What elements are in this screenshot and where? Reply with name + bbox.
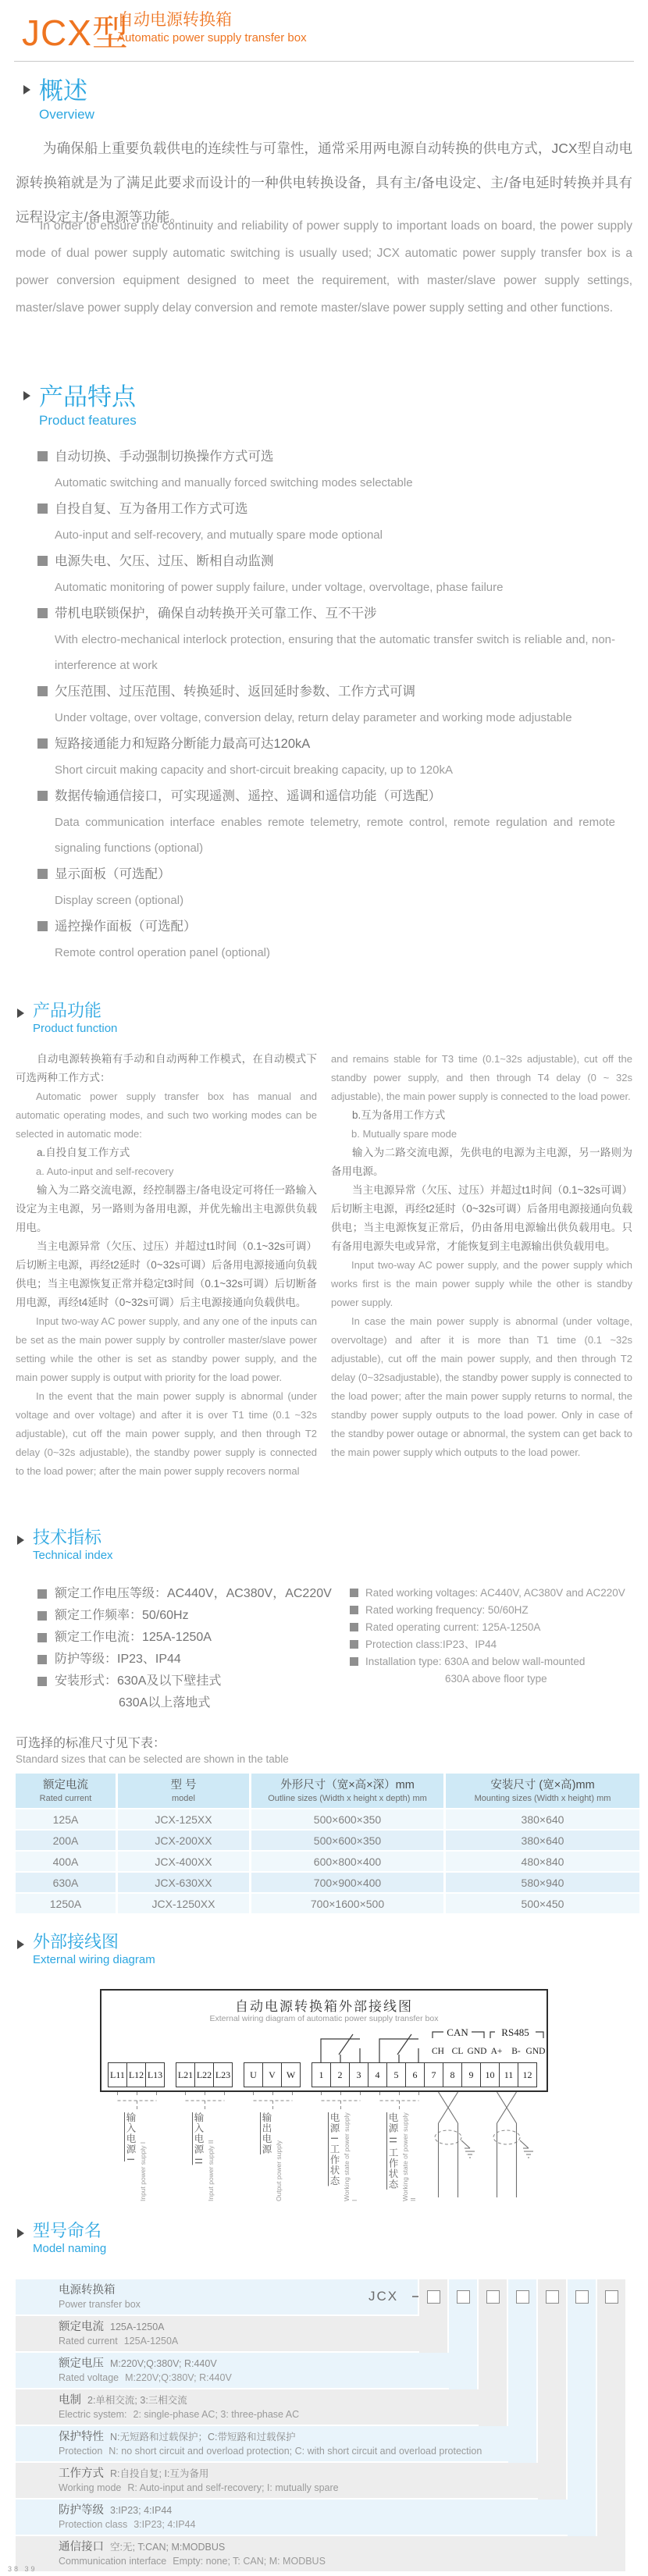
feature-en: Under voltage, over voltage, conversion delay, return delay parameter and working mode adjustable [55, 711, 572, 724]
naming-row: 防护等级 3:IP23; 4:IP44 Protection class 3:IP23; 4:IP44 [16, 2500, 596, 2535]
pin-label-gnd: GND [467, 2047, 487, 2056]
tech-list-zh [37, 1583, 334, 1714]
page-numbers: 38 39 [8, 2565, 37, 2573]
table-header-row [16, 1774, 639, 1808]
product-title-zh: 自动电源转换箱 [117, 11, 232, 29]
section-naming-heading [17, 2222, 106, 2255]
tech-heading-zh: 技术指标 [33, 1528, 102, 1547]
section-function-heading [17, 1002, 117, 1035]
pin-label-gnd2: GND [525, 2047, 546, 2056]
bullet-square-icon [37, 608, 48, 618]
feature-item [37, 548, 632, 600]
header-divider [14, 61, 634, 62]
feature-en: Auto-input and self-recovery, and mutually spare mode optional [55, 528, 383, 542]
triangle-bullet-icon [17, 2229, 24, 2238]
group-label-en: Working state of power supply II [401, 2112, 417, 2201]
pin-label-cl: CL [451, 2047, 464, 2056]
function-paragraph: 当主电源异常（欠压、过压）并超过t1时间（0.1~32s可调）后切断主电源，再经t2延时（0~32s可调）后备用电源接通向负载供电；当主电源恢复正常并稳定t3时间（0.1~32s可调）后切断备用电源，再经t4延时（0~32s可调）后主电源接通向负载供电。 [16, 1240, 317, 1308]
wiring-diagram [100, 1989, 548, 2201]
terminal: L13 [145, 2062, 165, 2087]
feature-zh: 电源失电、欠压、过压、断相自动监测 [55, 554, 274, 568]
overview-paragraph-zh: 为确保船上重要负载供电的连续性与可靠性，通常采用两电源自动转换的供电方式，JCX型自动电源转换箱就是为了满足此要求而设计的一种供电转换设备，具有主/备电设定、主/备电延时转换并具有远程设定主/备电源等功能。 [16, 141, 632, 225]
feature-zh: 欠压范围、过压范围、转换延时、返回延时参数、工作方式可调 [55, 685, 415, 699]
naming-code-box [457, 2290, 470, 2304]
feature-en: Data communication interface enables remote telemetry, remote control, remote regulation and remote signaling functions (optional) [55, 816, 615, 855]
function-paragraph: b. Mutually spare mode [351, 1128, 458, 1140]
group-label-zh: 输入电源 II [193, 2112, 204, 2165]
terminal: 4 [368, 2062, 387, 2087]
tech-item: 额定工作电压等级：AC440V，AC380V，AC220V [37, 1583, 334, 1605]
naming-dash [412, 2296, 418, 2297]
naming-code-box [516, 2290, 529, 2304]
terminal: L22 [194, 2062, 214, 2087]
group-label-zh: 电源 I 工作状态 [329, 2112, 340, 2186]
function-paragraph: 自动电源转换箱有手动和自动两种工作模式，在自动模式下可选两种工作方式： [16, 1053, 317, 1083]
feature-en: Short circuit making capacity and short-circuit breaking capacity, up to 120kA [55, 763, 453, 777]
terminal: 11 [499, 2062, 518, 2087]
triangle-bullet-icon [17, 1535, 24, 1545]
triangle-bullet-icon [17, 1009, 24, 1018]
feature-zh: 自动切换、手动强制切换操作方式可选 [55, 450, 274, 464]
terminal: 10 [480, 2062, 500, 2087]
feature-item [37, 913, 632, 966]
function-paragraph: In case the main power supply is abnormal (under voltage, overvoltage) and after it is more than T1 time (0.1 ~32s adjustable), cut off the main power supply, and then through T2 delay (0~32sadjustable), the standby power supply is connected to the load power; after the main power supply returns to normal, the standby power supply outputs to the load power. Only in case of the standby power outage or abnormal, the system can get back to the main power supply which outputs to the load power. [331, 1315, 632, 1458]
naming-heading-en: Model naming [33, 2242, 107, 2256]
group-label-zh: 输入电源 I [125, 2112, 136, 2161]
table-row: 630A JCX-630XX 700×900×400 580×940 [16, 1873, 639, 1892]
overview-paragraph-en: In order to ensure the continuity and reliability of power supply to important loads on board, the power supply mode of dual power supply automatic switching is usually used; JCX automatic power supply transfer box is a power conversion equipment designed to meet the requirement, with master/slave power supply settings, master/slave power supply delay conversion and remote master/slave power supply setting and other functions. [16, 219, 632, 315]
bullet-square-icon [37, 1677, 47, 1686]
function-paragraph: In the event that the main power supply is abnormal (under voltage and over voltage) and after it is over T1 time (0.1 ~32s adjustable), cut off the main power supply, and then through T2 delay (0~32s adjustable), the standby power supply is connected to the load power; after the main power supply recovers normal [16, 1390, 317, 1477]
rs485-bus-label: RS485 [501, 2026, 529, 2038]
function-paragraph: and remains stable for T3 time (0.1~32s adjustable), cut off the standby power supply, and then through T4 delay (0 ~ 32s adjustable), the main power supply is connected to the load power. [331, 1053, 632, 1102]
features-heading-zh: 产品特点 [39, 383, 136, 411]
tech-item: Rated working frequency: 50/60HZ [350, 1602, 639, 1619]
function-paragraph: 输入为二路交流电源，经控制器主/备电设定可将任一路输入设定为主电源，另一路则为备用电源，并优先输出主电源供负载用电。 [16, 1184, 317, 1233]
col-header-outline-sizes: 外形尺寸（宽×高×深）mm Outline sizes (Width x height x depth) mm [251, 1774, 443, 1808]
function-paragraph: Automatic power supply transfer box has manual and automatic operating modes, and such two working modes can be selected in automatic mode: [16, 1091, 317, 1140]
terminal-group-output [244, 2062, 300, 2087]
col-header-model: 型 号 model [118, 1774, 249, 1808]
function-column-left [16, 1050, 317, 1481]
feature-en: Automatic switching and manually forced switching modes selectable [55, 476, 413, 489]
terminal-group-input1 [108, 2062, 164, 2087]
overview-heading-en: Overview [39, 107, 94, 123]
naming-code-box [546, 2290, 559, 2304]
wiring-diagram-frame [100, 1989, 548, 2092]
product-model-title: JCX型 [22, 12, 129, 53]
terminal-group-input2 [176, 2062, 232, 2087]
naming-row: 通信接口 空:无; T:CAN; M:MODBUS Communication interface Empty: none; T: CAN; M: MODBUS [16, 2536, 625, 2571]
feature-en: With electro-mechanical interlock protection, ensuring that the automatic transfer switch is reliable and, non-interference at work [55, 633, 615, 672]
feature-zh: 数据传输通信接口，可实现遥测、遥控、遥调和遥信功能（可选配） [55, 789, 441, 803]
feature-zh: 显示面板（可选配） [55, 867, 171, 881]
features-list [37, 443, 632, 966]
bullet-square-icon [350, 1640, 358, 1649]
feature-en: Remote control operation panel (optional) [55, 946, 270, 959]
feature-item [37, 443, 632, 496]
bullet-square-icon [37, 791, 48, 801]
product-title-block [117, 10, 307, 46]
feature-zh: 自投自复、互为备用工作方式可选 [55, 502, 248, 516]
naming-row: 额定电流 125A-1250A Rated current 125A-1250A [16, 2316, 447, 2351]
feature-item [37, 496, 632, 548]
pin-label-a-plus: A+ [490, 2047, 503, 2056]
group-label-en: Working state of power supply I [343, 2112, 358, 2201]
triangle-bullet-icon [23, 85, 30, 94]
table-row: 1250A JCX-1250XX 700×1600×500 500×450 [16, 1894, 639, 1913]
triangle-bullet-icon [23, 391, 30, 400]
col-header-mounting-sizes: 安装尺寸 (宽×高)mm Mounting sizes (Width x height) mm [446, 1774, 639, 1808]
tech-item-extra: 630A以上落地式 [119, 1696, 211, 1710]
section-tech-heading [17, 1528, 113, 1562]
bullet-square-icon [37, 1633, 47, 1642]
group-label-en: Output power supply [275, 2140, 283, 2201]
tech-heading-en: Technical index [33, 1549, 113, 1563]
wiring-heading-en: External wiring diagram [33, 1953, 155, 1967]
feature-zh: 带机电联锁保护，确保自动转换开关可靠工作、互不干涉 [55, 607, 377, 621]
tech-item: Rated working voltages: AC440V, AC380V and AC220V [350, 1585, 639, 1602]
size-note-en: Standard sizes that can be selected are shown in the table [16, 1753, 289, 1765]
terminal: 9 [461, 2062, 481, 2087]
function-paragraph: 当主电源异常（欠压、过压）并超过t1时间（0.1~32s可调）后切断主电源，再经t2延时（0~32s可调）后备用电源接通向负载供电；当主电源恢复正常后，仍由备用电源输出供负载用电。只有备用电源失电或异常，才能恢复到主电源输出供负载用电。 [331, 1184, 632, 1252]
bullet-square-icon [350, 1606, 358, 1614]
tech-item: Installation type: 630A and below wall-mounted [350, 1653, 639, 1670]
feature-zh: 短路接通能力和短路分断能力最高可达120kA [55, 737, 311, 751]
bullet-square-icon [37, 1589, 47, 1599]
section-wiring-heading [17, 1933, 155, 1966]
feature-item [37, 600, 632, 678]
section-features-heading [23, 384, 137, 429]
feature-item [37, 678, 632, 731]
table-row: 200A JCX-200XX 500×600×350 380×640 [16, 1831, 639, 1850]
tech-item: 额定工作电流：125A-1250A [37, 1627, 334, 1649]
naming-code-box [486, 2290, 500, 2304]
naming-stripe [597, 2279, 625, 2571]
bullet-square-icon [350, 1657, 358, 1666]
naming-prefix: JCX [369, 2289, 399, 2304]
tech-item-extra: 630A above floor type [445, 1673, 547, 1685]
terminal: L21 [176, 2062, 195, 2087]
bullet-square-icon [37, 738, 48, 749]
bullet-square-icon [37, 869, 48, 879]
wiring-under-linework [101, 2092, 547, 2201]
overview-heading-zh: 概述 [39, 77, 87, 105]
function-heading-zh: 产品功能 [33, 1001, 102, 1020]
group-label-en: Input power supply II [207, 2140, 215, 2201]
terminal: L12 [126, 2062, 146, 2087]
bullet-square-icon [37, 503, 48, 514]
group-label-en: Input power supply I [139, 2141, 147, 2201]
naming-row: 保护特性 N:无短路和过载保护；C:带短路和过载保护 Protection N: no short circuit and overload protection; C: with short circuit and overload protection [16, 2426, 536, 2461]
table-row: 400A JCX-400XX 600×800×400 480×840 [16, 1852, 639, 1871]
bullet-square-icon [37, 1655, 47, 1664]
group-label-zh: 输出电源 [261, 2112, 272, 2154]
size-note-zh: 可选择的标准尺寸见下表： [16, 1737, 166, 1750]
terminal: W [281, 2062, 301, 2087]
features-heading-en: Product features [39, 413, 137, 429]
naming-heading-zh: 型号命名 [33, 2221, 102, 2240]
section-overview-heading [23, 78, 94, 123]
group-label-zh: 电源 II 工作状态 [387, 2112, 398, 2190]
feature-item [37, 783, 632, 861]
can-bus-label: CAN [447, 2026, 468, 2038]
function-paragraph: a.自投自复工作方式 [37, 1147, 130, 1158]
naming-code-box [427, 2290, 440, 2304]
naming-row: 额定电压 M:220V;Q:380V; R:440V Rated voltage M:220V;Q:380V; R:440V [16, 2353, 477, 2388]
feature-zh: 遥控操作面板（可选配） [55, 920, 197, 934]
bullet-square-icon [37, 556, 48, 566]
terminal: 2 [330, 2062, 350, 2087]
tech-item: Rated operating current: 125A-1250A [350, 1619, 639, 1636]
terminal: 3 [349, 2062, 369, 2087]
tech-item: 防护等级：IP23、IP44 [37, 1649, 334, 1670]
model-naming-diagram [16, 2279, 640, 2573]
terminal: 8 [443, 2062, 462, 2087]
terminal: U [244, 2062, 263, 2087]
bullet-square-icon [37, 686, 48, 696]
pin-label-b-minus: B- [511, 2047, 521, 2056]
bullet-square-icon [37, 1611, 47, 1621]
wiring-heading-zh: 外部接线图 [33, 1932, 119, 1952]
function-paragraph: 输入为二路交流电源，先供电的电源为主电源，另一路则为备用电源。 [331, 1147, 632, 1177]
terminal: V [262, 2062, 282, 2087]
naming-code-box [605, 2290, 618, 2304]
tech-item: Protection class:IP23、IP44 [350, 1636, 639, 1653]
function-heading-en: Product function [33, 1022, 118, 1036]
bullet-square-icon [350, 1589, 358, 1597]
tech-item: 额定工作频率：50/60Hz [37, 1605, 334, 1627]
triangle-bullet-icon [17, 1940, 24, 1949]
terminal-group-numbered [312, 2062, 536, 2087]
pin-label-ch: CH [432, 2047, 444, 2056]
terminal: 1 [312, 2062, 331, 2087]
feature-item [37, 731, 632, 783]
terminal: 5 [386, 2062, 406, 2087]
terminal: L23 [213, 2062, 233, 2087]
function-paragraph: a. Auto-input and self-recovery [36, 1165, 174, 1177]
naming-row: 工作方式 R:自投自复; I:互为备用 Working mode R: Auto-input and self-recovery; I: mutually spare [16, 2463, 566, 2498]
naming-row: 电制 2:单相交流; 3:三相交流 Electric system: 2: single-phase AC; 3: three-phase AC [16, 2389, 507, 2425]
tech-list-en [350, 1585, 639, 1688]
bullet-square-icon [350, 1623, 358, 1631]
wiring-box-title-en: External wiring diagram of automatic power supply transfer box [209, 2014, 439, 2023]
feature-item [37, 861, 632, 913]
terminal: L11 [108, 2062, 127, 2087]
feature-en: Display screen (optional) [55, 894, 184, 907]
terminal: 7 [424, 2062, 443, 2087]
table-row: 125A JCX-125XX 500×600×350 380×640 [16, 1809, 639, 1829]
bullet-square-icon [37, 451, 48, 461]
terminal: 12 [518, 2062, 537, 2087]
function-column-right [331, 1050, 632, 1462]
wiring-under-area [101, 2092, 547, 2201]
standard-sizes-table [13, 1772, 642, 1915]
function-paragraph: Input two-way AC power supply, and any one of the inputs can be set as the main power supply by controller master/slave power setting while the other is set as standby power supply, and the main power supply is output with priority for the load power. [16, 1315, 317, 1383]
col-header-rated-current: 额定电流 Rated current [16, 1774, 116, 1808]
product-title-en: Automatic power supply transfer box [117, 31, 307, 44]
feature-en: Automatic monitoring of power supply failure, under voltage, overvoltage, phase failure [55, 581, 504, 594]
wiring-box-title-zh: 自动电源转换箱外部接线图 [235, 1999, 413, 2014]
function-paragraph: Input two-way AC power supply, and the power supply which works first is the main power supply while the other is standby power supply. [331, 1259, 632, 1308]
terminal: 6 [405, 2062, 425, 2087]
bullet-square-icon [37, 921, 48, 931]
naming-code-box [575, 2290, 589, 2304]
function-paragraph: b.互为备用工作方式 [352, 1109, 446, 1121]
tech-item: 安装形式：630A及以下壁挂式 [37, 1670, 334, 1692]
naming-row: 电源转换箱 Power transfer box [16, 2279, 418, 2314]
